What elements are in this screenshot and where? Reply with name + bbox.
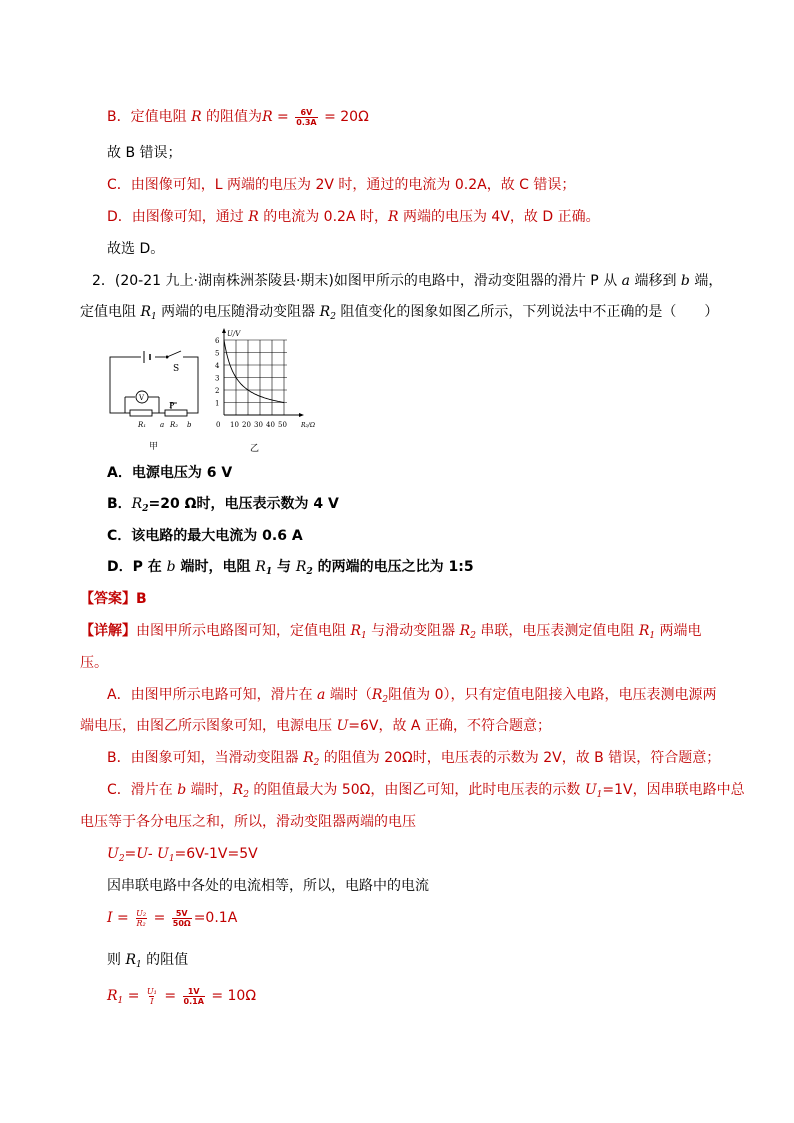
var-r: $R_2$ [371,687,389,705]
fraction [172,909,192,928]
var-r: $R_1$ [107,988,124,1006]
text: 的阻值最大为 50Ω，由图乙可知，此时电压表的示数 [248,782,585,798]
text: =1V，因串联电路中总 [602,782,745,798]
subscript: 2 [306,567,313,577]
y-tick-label: 1 [215,399,220,408]
denominator: 50Ω [172,918,191,928]
answer-c-line-2: 电压等于各分电压之和，所以，滑动变阻器两端的电压 [80,814,416,830]
x-tick-label: 20 [242,421,251,429]
answer-c-line-1 [107,780,745,805]
var-r: R [262,109,273,125]
text: = 20Ω [319,109,369,125]
text: 两端的电压随滑动变阻器 [156,304,320,320]
voltage-curve [224,340,284,403]
detail-line-1 [80,621,702,646]
text: B． [107,496,132,512]
r1-label: R₁ [138,421,147,429]
text: B．定值电阻 [107,109,192,125]
option-c: C．该电路的最大电流为 0.6 A [107,528,303,544]
option-c-explanation: C．由图像可知，L 两端的电压为 2V 时，通过的电流为 0.2A，故 C 错误； [107,177,576,193]
subscript: 2 [142,504,149,514]
detail-label: 【详解】 [80,623,136,639]
var-u: $U_1$ [584,782,603,800]
denominator: R₂ [136,918,146,928]
y-tick-label: 5 [215,349,220,358]
question-line-2 [80,302,718,327]
option-b-explanation [107,107,369,127]
r2-label: R₂ [170,421,179,429]
fraction [295,108,317,127]
var-i: I [107,910,113,926]
text: 的两端的电压之比为 1:5 [312,559,474,575]
var-r: $R_2$ [232,782,249,800]
graph-caption: 乙 [250,444,260,454]
slider-label: P [169,401,175,410]
var-r: R [319,304,331,320]
text: 端， [689,273,723,289]
text: 由图甲所示电路图可知，定值电阻 [136,623,351,639]
fraction [183,987,205,1006]
text: 定值电阻 [80,304,141,320]
detail-line-2: 压。 [80,655,108,671]
text: D．P 在 [107,559,167,575]
text: = [272,109,294,125]
circuit-caption: 甲 [149,442,159,452]
var-r: R [131,496,143,512]
subscript: 2 [330,312,336,322]
text: 与 [272,559,296,575]
current-equation: I = $\frac{\text{U₂}}{\text{R₂}}$ = $\frac{5V}{50\Omega}$ =0.1A [107,908,238,928]
answer-c-line-3: 因串联电路中各处的电流相等，所以，电路中的电流 [107,878,429,894]
var-r: R [248,209,259,225]
answer-c-equation [107,844,258,869]
option-d [107,557,474,582]
subscript: 1 [265,567,273,577]
text: 2．(20-21 九上·湖南株洲茶陵县·期末)如图甲所示的电路中，滑动变阻器的滑片 P 从 [92,273,622,289]
text: =20 Ω时，电压表示数为 4 V [148,496,339,512]
text: 阻值变化的图象如图乙所示，下列说法中不正确的是（ ） [335,304,719,320]
switch-label: S [173,364,180,374]
resistance-equation: $R_1$ = $\frac{\text{U₁}}{I}$ = $\frac{1V}{0.1A}$ = 10Ω [107,986,257,1006]
var-r: $R_1$ [350,623,367,641]
var-r: $R_2$ [459,623,476,641]
graph-grid [224,340,287,415]
x-tick-label: 10 [230,421,239,429]
b-wrong-line: 故 B 错误； [107,145,182,161]
text: =6V，故 A 正确，不符合题意； [348,718,551,734]
numerator: U₁ [146,986,157,996]
answer-a-line-2 [80,716,551,736]
text: 端时（ [325,687,372,703]
text: 与滑动变阻器 [366,623,460,639]
x-tick-label: 50 [278,421,287,429]
text: C．滑片在 [107,782,178,798]
answer-a-line-1 [107,685,716,710]
text [136,623,702,639]
denominator: 0.1A [183,996,204,1006]
b-label: b [187,421,192,429]
var-u: $U_2=U-$ $U_1$ [107,846,175,864]
text: 的阻值为 [201,109,263,125]
option-d-explanation [107,207,600,227]
numerator: 1V [187,986,200,996]
y-tick-label: 6 [215,337,220,345]
text: B．由图象可知，当滑动变阻器 [107,750,304,766]
option-b [107,494,339,519]
voltmeter-label: V [139,394,145,402]
numerator: U₂ [136,908,147,918]
text: 的阻值 [141,952,189,968]
choose-line: 故选 D。 [107,241,165,257]
text: 两端的电压为 4V，故 D 正确。 [398,209,600,225]
then-line [107,950,188,975]
answer-label: 【答案】B [80,591,147,607]
numerator: 5V [175,908,188,918]
text: 串联，电压表测定值电阻 [475,623,639,639]
x-axis-label: R₂/Ω [301,422,315,429]
var-b: b [680,273,690,289]
text: A．由图甲所示电路可知，滑片在 [107,687,318,703]
var-r: R [140,304,151,320]
text: 端电压，由图乙所示图象可知，电源电压 [80,718,337,734]
text: D．由图像可知，通过 [107,209,249,225]
var-a: a [317,687,326,703]
question-line-1 [92,271,722,291]
fraction [135,909,147,928]
var-r: R [191,109,202,125]
x-tick-label: 40 [266,421,275,429]
denominator: I [150,996,154,1006]
text: =0.1A [193,910,238,926]
y-tick-label: 4 [215,362,220,370]
x-tick-label: 0 [216,421,221,429]
text: =6V-1V=5V [174,846,258,862]
denominator: 0.3A [296,117,317,127]
text: 端移到 [630,273,681,289]
subscript: 1 [151,312,157,322]
var-u: U [336,718,349,734]
fraction [146,987,158,1006]
var-a: a [621,273,631,289]
var-r: R [295,559,307,575]
y-axis-label: U/V [227,330,241,338]
y-tick-label: 2 [215,387,220,395]
var-r: $R_1$ [638,623,656,641]
answer-b-line [107,748,720,773]
voltage-graph [210,327,320,455]
circuit-diagram [105,345,205,455]
text: 则 [107,952,126,968]
numerator: 6V [300,107,313,117]
var-r: R [255,559,266,575]
text: 阻值为 0），只有定值电阻接入电路，电压表测电源两 [388,687,717,703]
y-tick-label: 3 [215,374,220,383]
text: 端时， [186,782,233,798]
var-r: $R_1$ [125,952,142,970]
var-b: b [166,559,176,575]
var-r: $R_2$ [303,750,320,768]
option-a: A．电源电压为 6 V [107,465,233,481]
x-tick-label: 30 [254,421,263,429]
var-r: R [387,209,399,225]
text: = 10Ω [206,988,257,1004]
a-label: a [160,421,165,429]
text: 的阻值为 20Ω时，电压表的示数为 2V，故 B 错误，符合题意； [319,750,721,766]
text: 端时，电阻 [175,559,256,575]
text: 两端电 [655,623,702,639]
var-b: b [177,782,187,798]
text: 的电流为 0.2A 时， [258,209,388,225]
